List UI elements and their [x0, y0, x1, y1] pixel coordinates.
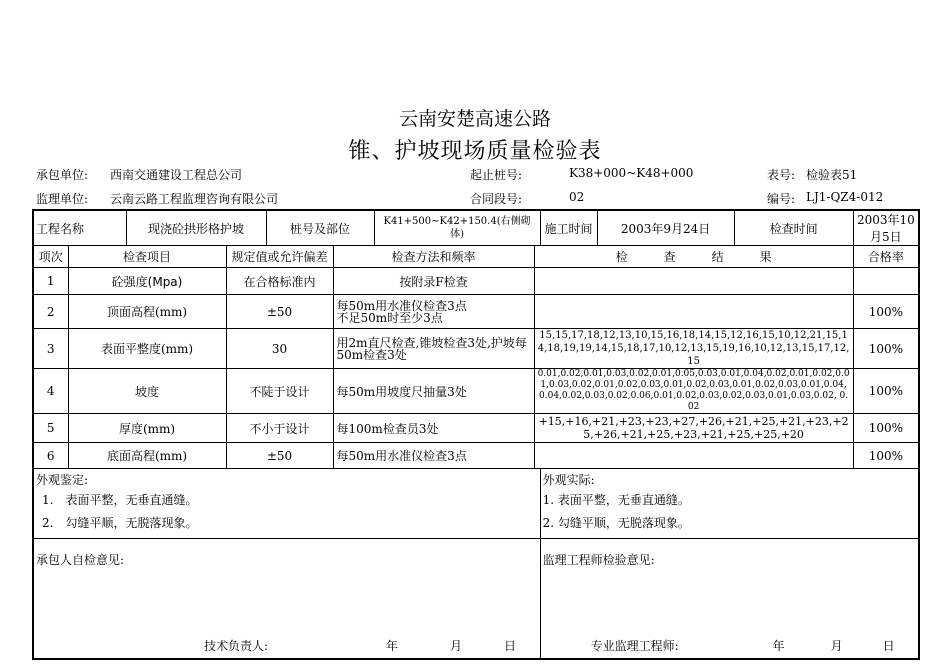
contractor-value: 西南交通建设工程总公司: [110, 168, 243, 182]
row-item: 表面平整度(mm): [68, 329, 226, 369]
appearance-right-title: 外观实际:: [542, 473, 595, 487]
header-result: 检 查 结 果: [534, 246, 853, 268]
appearance-right-item: 2. 勾缝平顺，无脱落现象。: [542, 516, 690, 530]
check-label: 检查时间: [734, 210, 853, 246]
project-value: 现浇砼拱形格护坡: [126, 210, 266, 246]
row-item: 坡度: [68, 369, 226, 414]
station-value: K38+000~K48+000: [569, 166, 694, 180]
row-method: 每50m用坡度尺抽量3处: [333, 369, 534, 414]
build-date: 2003年9月24日: [597, 210, 734, 246]
part-label: 桩号及部位: [266, 210, 374, 246]
row-rate: 100%: [853, 369, 919, 414]
appearance-left-title: 外观鉴定:: [36, 473, 89, 487]
row-result: [534, 295, 853, 329]
table-row: [33, 268, 919, 295]
row-spec: 不陡于设计: [226, 369, 333, 414]
contract-label: 合同段号:: [470, 192, 523, 206]
row-result: [534, 268, 853, 295]
header-item: 检查项目: [68, 246, 226, 268]
row-no: 5: [33, 414, 68, 443]
year-label: 年: [772, 639, 785, 653]
part-value: K41+500~K42+150.4(右侧砌体): [374, 210, 540, 246]
row-spec: ±50: [226, 295, 333, 329]
row-result: [534, 443, 853, 469]
appearance-left-item: 1. 表面平整，无垂直通缝。: [42, 493, 198, 507]
inspection-table: [32, 209, 920, 660]
tech-lead-label: 技术负责人:: [204, 639, 269, 653]
year-label: 年: [386, 639, 399, 653]
table-row: [33, 329, 919, 369]
document-subtitle: 锥、护坡现场质量检验表: [348, 139, 602, 164]
row-item: 砼强度(Mpa): [68, 268, 226, 295]
table-row: [33, 369, 919, 414]
table-row: [33, 414, 919, 443]
form-no-label: 表号:: [767, 168, 796, 182]
row-item: 底面高程(mm): [68, 443, 226, 469]
day-label: 日: [882, 639, 895, 653]
signature-row: [33, 539, 919, 660]
row-no: 4: [33, 369, 68, 414]
project-label: 工程名称: [33, 210, 126, 246]
header-row: [33, 246, 919, 268]
row-spec: ±50: [226, 443, 333, 469]
row-method: 用2m直尺检查,锥坡检查3处,护坡每50m检查3处: [333, 329, 534, 369]
supervising-engineer-label: 专业监理工程师:: [590, 639, 679, 653]
header-rate: 合格率: [853, 246, 919, 268]
row-rate: 100%: [853, 443, 919, 469]
row-spec: 30: [226, 329, 333, 369]
station-label: 起止桩号:: [470, 168, 523, 182]
month-label: 月: [830, 639, 843, 653]
row-rate: 100%: [853, 295, 919, 329]
contractor-label: 承包单位:: [36, 168, 89, 182]
build-label: 施工时间: [540, 210, 597, 246]
month-label: 月: [450, 639, 463, 653]
row-method: 每50m用水准仪检查3点: [333, 443, 534, 469]
row-method: 每50m用水准仪检查3点 不足50m时至少3点: [333, 295, 534, 329]
row-spec: 在合格标准内: [226, 268, 333, 295]
code-label: 编号:: [767, 192, 796, 206]
row-no: 1: [33, 268, 68, 295]
supervisor-opinion: [540, 539, 919, 660]
row-method: 每100m检查员3处: [333, 414, 534, 443]
supervisor-value: 云南云路工程监理咨询有限公司: [110, 192, 279, 206]
contractor-opinion: [33, 539, 540, 660]
form-no-value: 检验表51: [806, 168, 858, 182]
code-value: LJ1-QZ4-012: [806, 190, 884, 204]
row-rate: 100%: [853, 329, 919, 369]
supervisor-label: 监理单位:: [36, 192, 89, 206]
info-row: [33, 210, 919, 246]
contractor-opinion-title: 承包人自检意见:: [36, 553, 125, 567]
row-spec: 不小于设计: [226, 414, 333, 443]
contract-value: 02: [569, 190, 585, 204]
table-row: [33, 443, 919, 469]
day-label: 日: [504, 639, 517, 653]
row-result: +15,+16,+21,+23,+23,+27,+26,+21,+25,+21,+23,+25,+26,+21,+25,+23,+21,+25,+25,+20: [534, 414, 853, 443]
appearance-actual: [540, 469, 919, 539]
header-no: 项次: [33, 246, 68, 268]
supervisor-opinion-title: 监理工程师检验意见:: [542, 553, 655, 567]
row-no: 2: [33, 295, 68, 329]
row-rate: [853, 268, 919, 295]
row-result: 15,15,17,18,12,13,10,15,16,18,14,15,12,16,15,10,12,21,15,14,18,19,19,14,15,18,17,10,12,13,15,19,16,10,12,13,15,17,12,15: [534, 329, 853, 369]
check-date: 2003年10月5日: [853, 210, 919, 246]
header-method: 检查方法和频率: [333, 246, 534, 268]
row-method: 按附录F检查: [333, 268, 534, 295]
row-rate: 100%: [853, 414, 919, 443]
appearance-assessment: [33, 469, 540, 539]
row-item: 顶面高程(mm): [68, 295, 226, 329]
row-no: 3: [33, 329, 68, 369]
row-item: 厚度(mm): [68, 414, 226, 443]
appearance-row: [33, 469, 919, 539]
appearance-left-item: 2. 勾缝平顺，无脱落现象。: [42, 516, 198, 530]
document-title: 云南安楚高速公路: [398, 108, 551, 130]
appearance-right-item: 1. 表面平整，无垂直通缝。: [542, 493, 690, 507]
header-spec: 规定值或允许偏差: [226, 246, 333, 268]
table-row: [33, 295, 919, 329]
row-no: 6: [33, 443, 68, 469]
row-result: 0.01,0.02,0.01,0.03,0.02,0.01,0.05,0.03,0.01,0.04,0.02,0.01,0.02,0.01,0.03,0.02,0.01,0.02,0.03,0.01,0.02,0.03,0.01,0.02,0.03,0.01,0.04,0.04,0.02,0.03,0.02,0.06,0.01,0.02,0.03,0.02,0.03,0.01,0.03,0.02, 0.02: [534, 369, 853, 414]
